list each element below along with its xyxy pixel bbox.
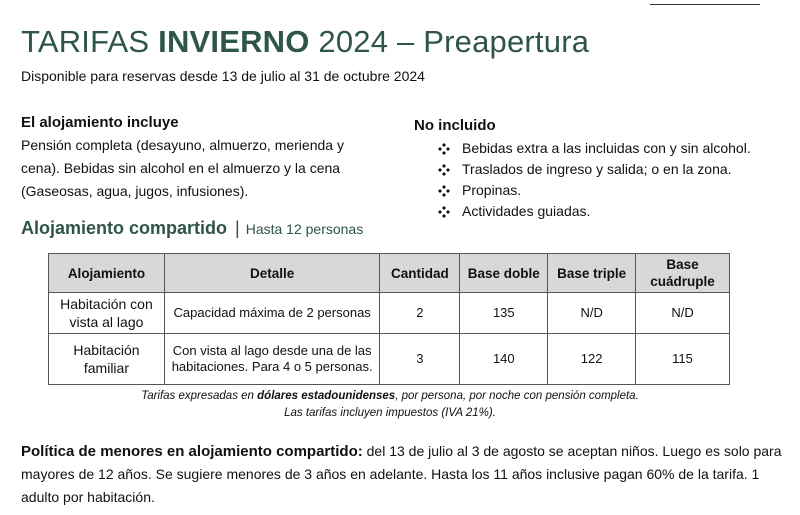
list-item-label: Bebidas extra a las incluidas con y sin alcohol. — [462, 140, 751, 156]
quadruple-rate-cell: 115 — [636, 334, 730, 385]
quantity-cell: 3 — [380, 334, 460, 385]
tax-note: Las tarifas incluyen impuestos (IVA 21%). — [284, 407, 496, 419]
page-subtitle: Disponible para reservas desde 13 de julio al 31 de octubre 2024 — [21, 68, 425, 84]
quantity-cell: 2 — [380, 293, 460, 334]
room-cell: Habitación familiar — [49, 334, 165, 385]
not-included-list — [438, 138, 751, 222]
page-title — [21, 24, 589, 60]
title-suffix: 2024 – Preapertura — [318, 24, 590, 59]
policy-lead: Política de menores en alojamiento compartido: — [21, 443, 363, 460]
rates-table — [48, 253, 730, 385]
four-diamond-bullet-icon — [438, 206, 450, 218]
column-header: Cantidad — [380, 254, 460, 293]
room-cell: Habitación con vista al lago — [49, 293, 165, 334]
not-included-heading: No incluido — [414, 117, 496, 134]
rates-note-currency: dólares estadounidenses — [257, 390, 396, 402]
title-season: INVIERNO — [158, 24, 310, 59]
list-item-label: Propinas. — [462, 182, 522, 198]
triple-rate-cell: N/D — [548, 293, 636, 334]
detail-cell: Con vista al lago desde una de las habitaciones. Para 4 o 5 personas. — [164, 334, 380, 385]
list-item — [438, 159, 751, 180]
section-heading — [21, 218, 363, 239]
column-header: Base doble — [460, 254, 548, 293]
column-header: Base cuádruple — [636, 254, 730, 293]
four-diamond-bullet-icon — [438, 164, 450, 176]
included-text: Pensión completa (desayuno, almuerzo, merienda y cena). Bebidas sin alcohol en el almuerzo y la cena (Gaseosas, agua, jugos, infusiones). — [21, 137, 344, 199]
table-header-row — [49, 254, 730, 293]
page-corner-rule — [650, 0, 760, 5]
policy-text: del 13 de julio al 3 de agosto se aceptan niños. Luego es solo para mayores de 12 años. Se sugiere menores de 3 años en adelante. Hasta los 11 años inclusive pagan 60% de la tarifa. 1 adulto por habitación. — [21, 443, 782, 505]
list-item — [438, 138, 751, 159]
list-item-label: Actividades guiadas. — [462, 203, 591, 219]
table-row — [49, 293, 730, 334]
four-diamond-bullet-icon — [438, 185, 450, 197]
rates-note-pre: Tarifas expresadas en — [141, 390, 254, 402]
four-diamond-bullet-icon — [438, 143, 450, 155]
column-header: Base triple — [548, 254, 636, 293]
section-separator: | — [235, 218, 240, 238]
included-heading: El alojamiento incluye — [21, 114, 179, 131]
triple-rate-cell: 122 — [548, 334, 636, 385]
section-title: Alojamiento compartido — [21, 218, 228, 238]
section-capacity: Hasta 12 personas — [245, 221, 364, 237]
list-item — [438, 180, 751, 201]
double-rate-cell: 135 — [460, 293, 548, 334]
table-row — [49, 334, 730, 385]
rates-note — [0, 390, 780, 402]
list-item-label: Traslados de ingreso y salida; o en la zona. — [462, 161, 732, 177]
minors-policy — [21, 440, 786, 509]
list-item — [438, 201, 751, 222]
rates-note-post: , por persona, por noche con pensión completa. — [395, 390, 639, 402]
quadruple-rate-cell: N/D — [636, 293, 730, 334]
title-prefix: TARIFAS — [21, 24, 150, 59]
detail-cell: Capacidad máxima de 2 personas — [164, 293, 380, 334]
double-rate-cell: 140 — [460, 334, 548, 385]
column-header: Detalle — [164, 254, 380, 293]
column-header: Alojamiento — [49, 254, 165, 293]
